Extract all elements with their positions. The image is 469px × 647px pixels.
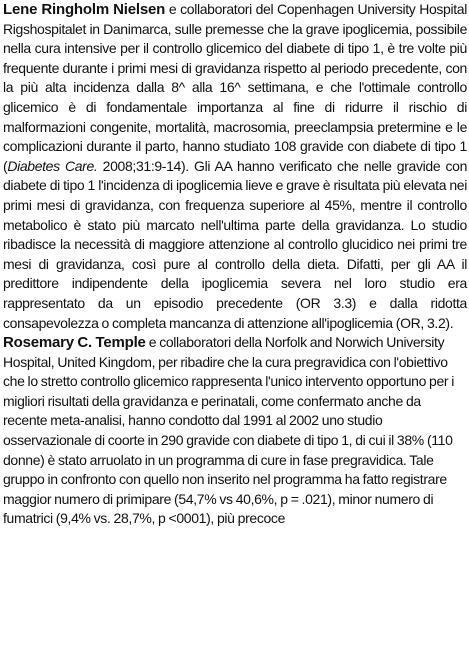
paragraph-temple: [3, 333, 467, 529]
paragraph-nielsen: [3, 0, 467, 333]
paragraph-text: e collaboratori della Norfolk and Norwich University Hospital, United Kingdom, per ribadire che la cura pregravidica con l'obiettivo che lo stretto controllo glicemico rappresenta l'unico intervento opportuno per i migliori risultati della gravidanza e perinatali, come confermato anche da recente meta-analisi, hanno condotto dal 1991 al 2002 uno studio osservazionale di coorte in 290 gravide con diabete di tipo 1, di cui il 38% (110 donne) è stato arruolato in un programma di cure in fase pregravidica. Tale gruppo in confronto con quello non inserito nel programma ha fatto registrare maggior numero di primipare (54,7% vs 40,6%, p = .021), minor numero di fumatrici (9,4% vs. 28,7%, p <0001), più precoce: [3, 334, 455, 527]
author-name-nielsen: Lene Ringholm Nielsen: [3, 1, 166, 18]
journal-title: Diabetes Care.: [7, 157, 98, 174]
author-name-temple: Rosemary C. Temple: [3, 334, 146, 352]
paragraph-text: e collaboratori del Copenhagen University Hospital Rigshospitalet in Danimarca, sulle premesse che la grave ipoglicemia, possibile nella cura intensive per il controllo glicemico del diabete di tipo 1, è tre volte più frequente durante i primi mesi di gravidanza rispetto al periodo precedente, con la più alta incidenza dalla 8^ alla 16^ settimana, e che l'ottimale controllo glicemico è di fondamentale importanza al fine di ridurre il rischio di malformazioni congenite, mortalità, macrosomia, preeclampsia pretermine e le complicazioni durante il parto, hanno studiato 108 gravide con diabete di tipo 1 (: [3, 1, 467, 174]
paragraph-text: 2008;31:9-14). Gli AA hanno verificato che nelle gravide con diabete di tipo 1 l'incidenza di ipoglicemia lieve e grave è risultata più elevata nei primi mesi di gravidanza, con frequenza superiore al 45%, mentre il controllo metabolico è stato più marcato nell'ultima parte della gravidanza. Lo studio ribadisce la necessità di maggiore attenzione al controllo glucidico nei primi tre mesi di gravidanza, così pure al controllo della dieta. Difatti, per gli AA il predittore indipendente della ipoglicemia severa nel loro studio era rappresentato da un episodio precedente (OR 3.3) e dalla ridotta consapevolezza o completa mancanza di attenzione all'ipoglicemia (OR, 3.2).: [3, 157, 468, 331]
